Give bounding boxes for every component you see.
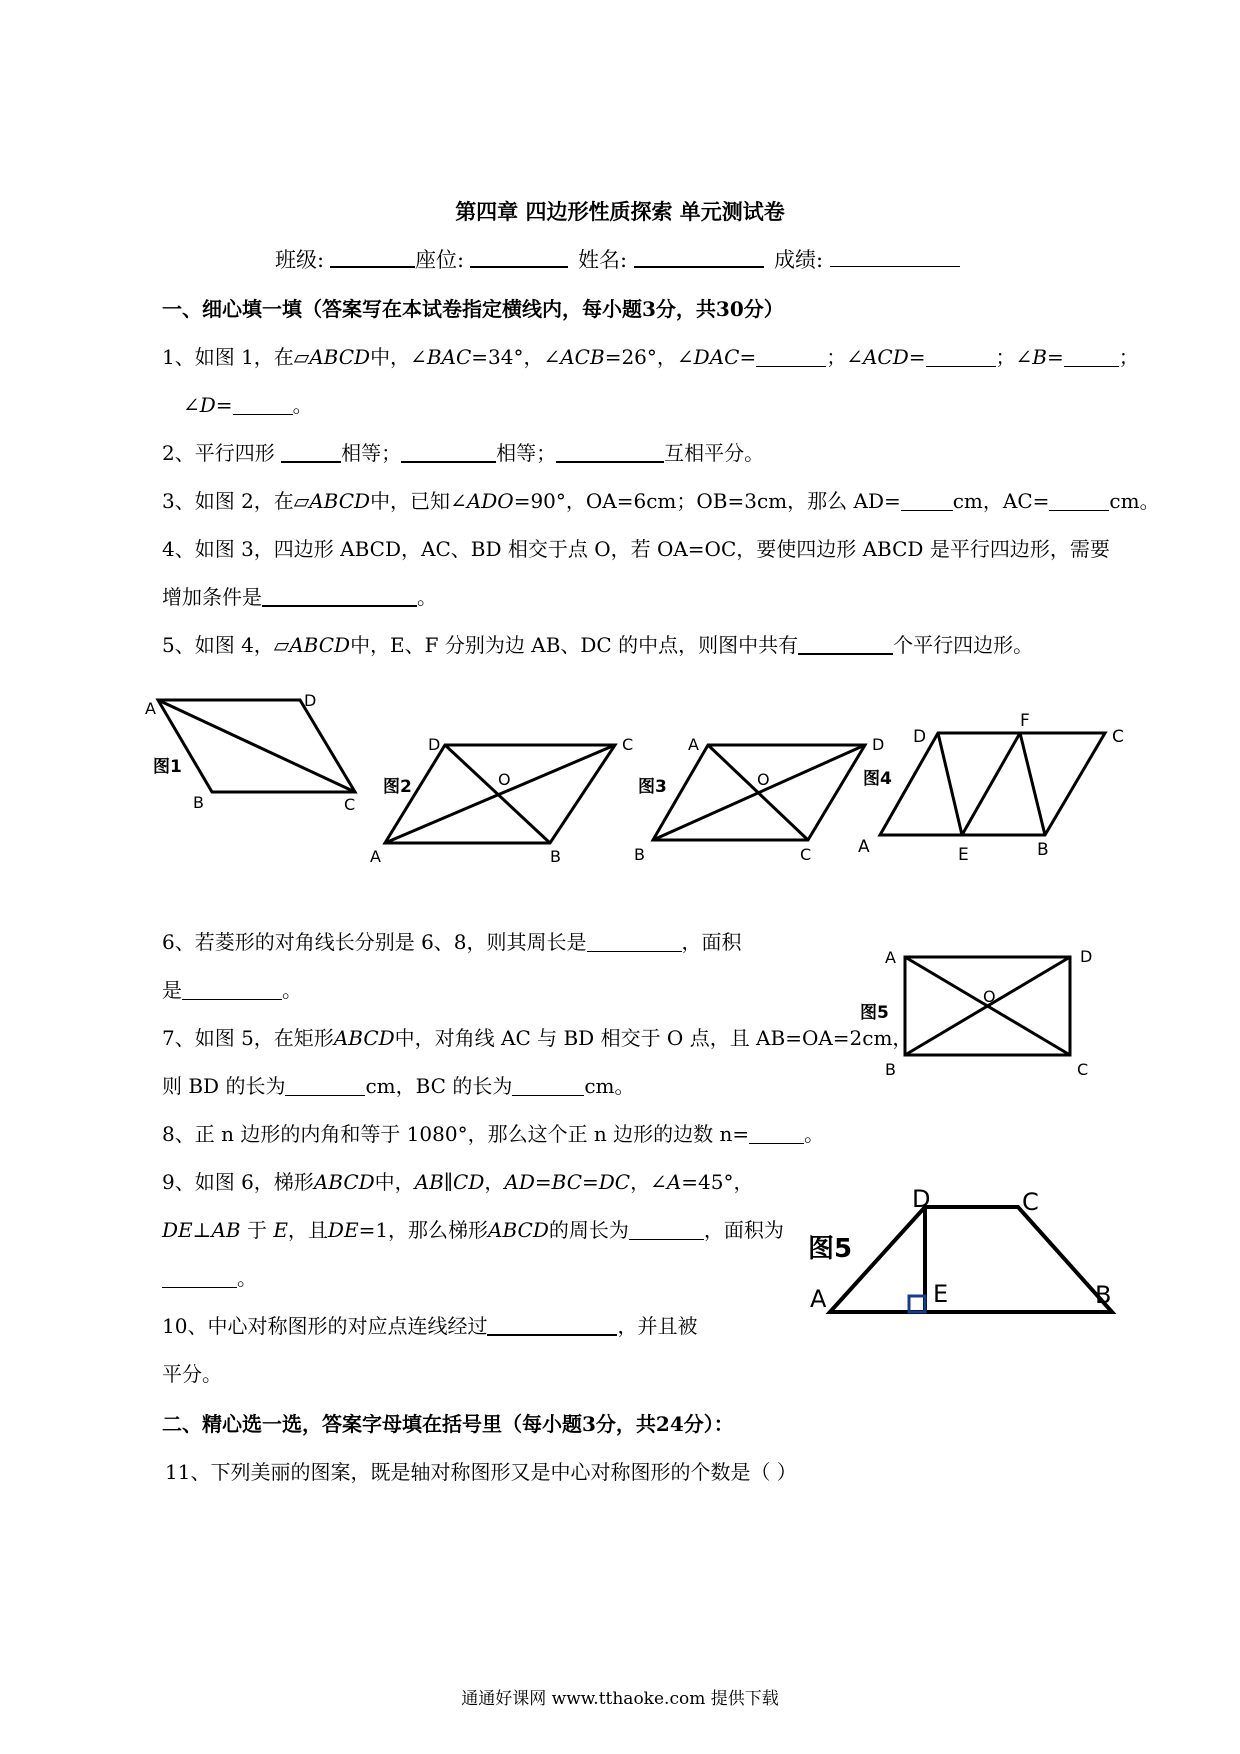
fig5-label-o: O	[983, 987, 996, 1006]
question-7: 7、如图 5，在矩形ABCD中，对角线 AC 与 BD 相交于 O 点，且 AB=OA=2cm，	[162, 1026, 913, 1050]
q8-blank[interactable]	[749, 1121, 804, 1144]
parallelogram-symbol: ▱	[293, 345, 310, 369]
q3-blank-ad[interactable]	[901, 488, 953, 511]
figure-3	[653, 745, 865, 840]
question-5: 5、如图 4，▱ABCD中，E、F 分别为边 AB、DC 的中点，则图中共有 个平行四边形。	[162, 633, 1034, 657]
fig5-label-c: C	[1077, 1060, 1089, 1079]
fig2-title: 图2	[383, 777, 412, 797]
section-2-heading: 二、精心选一选，答案字母填在括号里（每小题3分，共24分）：	[162, 1412, 734, 1436]
q4-blank[interactable]	[262, 583, 417, 607]
fig2-label-o: O	[498, 770, 511, 789]
fig6-title: 图5	[808, 1234, 853, 1264]
question-11: 11、下列美丽的图案，既是轴对称图形又是中心对称图形的个数是（ ）	[165, 1460, 797, 1484]
fig3-label-c: C	[800, 845, 812, 864]
question-10-cont: 平分。	[162, 1362, 222, 1386]
question-1-cont: ∠D= 。	[183, 393, 313, 417]
seat-blank[interactable]	[470, 244, 568, 268]
q7-blank-bd[interactable]	[285, 1073, 365, 1096]
question-4: 4、如图 3，四边形 ABCD，AC、BD 相交于点 O，若 OA=OC，要使四边形 ABCD 是平行四边形，需要	[162, 537, 1110, 561]
figure-2	[385, 745, 615, 843]
q6-blank-area[interactable]	[182, 977, 282, 1000]
q1-blank-b[interactable]	[1064, 344, 1119, 367]
fig4-title: 图4	[863, 769, 892, 789]
figure-6	[800, 1185, 1140, 1320]
name-blank[interactable]	[634, 244, 764, 268]
question-8: 8、正 n 边形的内角和等于 1080°，那么这个正 n 边形的边数 n= 。	[162, 1122, 825, 1146]
name-label: 姓名:	[578, 248, 628, 272]
q9-blank-area[interactable]	[162, 1265, 237, 1288]
fig6-label-b: B	[1095, 1281, 1112, 1309]
question-10: 10、中心对称图形的对应点连线经过 ，并且被	[162, 1314, 698, 1338]
fig4-label-d: D	[913, 727, 927, 747]
seat-label: 座位:	[415, 248, 465, 272]
q1-blank-d[interactable]	[233, 392, 293, 415]
question-1: 1、如图 1，在▱ABCD中，∠BAC=34°，∠ACB=26°，∠DAC= ；∠ACD= ；∠B= ；	[162, 345, 1139, 369]
q1-blank-acd[interactable]	[926, 344, 996, 367]
fig4-label-b: B	[1037, 840, 1049, 860]
fig6-label-d: D	[912, 1185, 931, 1213]
question-6-cont: 是 。	[162, 978, 302, 1002]
q5-blank[interactable]	[798, 631, 893, 655]
question-3: 3、如图 2，在▱ABCD中，已知∠ADO=90°，OA=6cm；OB=3cm，那么 AD= cm，AC= cm。	[162, 489, 1160, 513]
q7-blank-bc[interactable]	[512, 1073, 584, 1096]
fig1-label-d: D	[304, 691, 317, 710]
question-4-cont: 增加条件是 。	[162, 585, 437, 609]
q10-blank[interactable]	[487, 1312, 617, 1336]
score-label: 成绩:	[774, 248, 824, 272]
section-1-heading: 一、细心填一填（答案写在本试卷指定横线内，每小题3分，共30分）	[162, 297, 784, 321]
fig3-label-b: B	[634, 845, 645, 864]
figure-4	[880, 733, 1105, 835]
fig3-label-a: A	[688, 735, 699, 754]
fig5-label-d: D	[1080, 947, 1093, 966]
fig2-label-c: C	[622, 735, 634, 754]
fig3-label-o: O	[757, 770, 770, 789]
right-angle-marker	[909, 1296, 925, 1312]
fig4-label-f: F	[1020, 711, 1030, 731]
question-6: 6、若菱形的对角线长分别是 6、8，则其周长是 ，面积	[162, 930, 742, 954]
question-7-cont: 则 BD 的长为 cm，BC 的长为 cm。	[162, 1074, 635, 1098]
fig3-label-d: D	[872, 735, 885, 754]
q2-blank-2[interactable]	[401, 439, 496, 463]
figure-1	[158, 700, 355, 792]
fig4-label-a: A	[858, 837, 870, 857]
fig1-title: 图1	[153, 757, 182, 777]
fig1-label-b: B	[193, 793, 204, 812]
question-9: 9、如图 6，梯形ABCD中，AB∥CD，AD=BC=DC，∠A=45°，	[162, 1170, 754, 1194]
q9-blank-perimeter[interactable]	[629, 1217, 704, 1240]
fig5-label-a: A	[885, 948, 896, 967]
q2-blank-1[interactable]	[281, 439, 341, 463]
fig6-label-e: E	[933, 1280, 949, 1308]
figures-row	[0, 680, 1240, 890]
fig5-label-b: B	[885, 1060, 896, 1079]
q2-blank-3[interactable]	[556, 439, 664, 463]
fig6-label-c: C	[1022, 1188, 1039, 1216]
fig2-label-b: B	[550, 847, 561, 866]
q1-blank-dac[interactable]	[756, 344, 826, 367]
question-9-cont: DE⊥AB 于 E，且DE=1，那么梯形ABCD的周长为 ，面积为	[162, 1218, 784, 1242]
class-blank[interactable]	[330, 244, 415, 268]
figure-5	[850, 940, 1120, 1080]
fig2-label-d: D	[428, 735, 441, 754]
page-title: 第四章 四边形性质探索 单元测试卷	[455, 199, 785, 224]
fig3-title: 图3	[638, 777, 667, 797]
fig4-label-c: C	[1112, 727, 1124, 747]
fig1-label-c: C	[344, 795, 356, 814]
question-2: 2、平行四形 相等； 相等； 互相平分。	[162, 441, 765, 465]
fig1-label-a: A	[145, 699, 156, 718]
fig2-label-a: A	[370, 847, 381, 866]
fig6-label-a: A	[810, 1285, 827, 1313]
footer: 通通好课网 www.tthaoke.com 提供下载	[461, 1689, 779, 1709]
question-9-cont2: 。	[162, 1262, 257, 1291]
class-label: 班级:	[275, 248, 325, 272]
q6-blank-perimeter[interactable]	[587, 929, 682, 952]
q3-blank-ac[interactable]	[1049, 488, 1109, 511]
fig4-label-e: E	[958, 845, 969, 865]
score-blank[interactable]	[830, 244, 960, 267]
fig5-title: 图5	[860, 1003, 889, 1023]
